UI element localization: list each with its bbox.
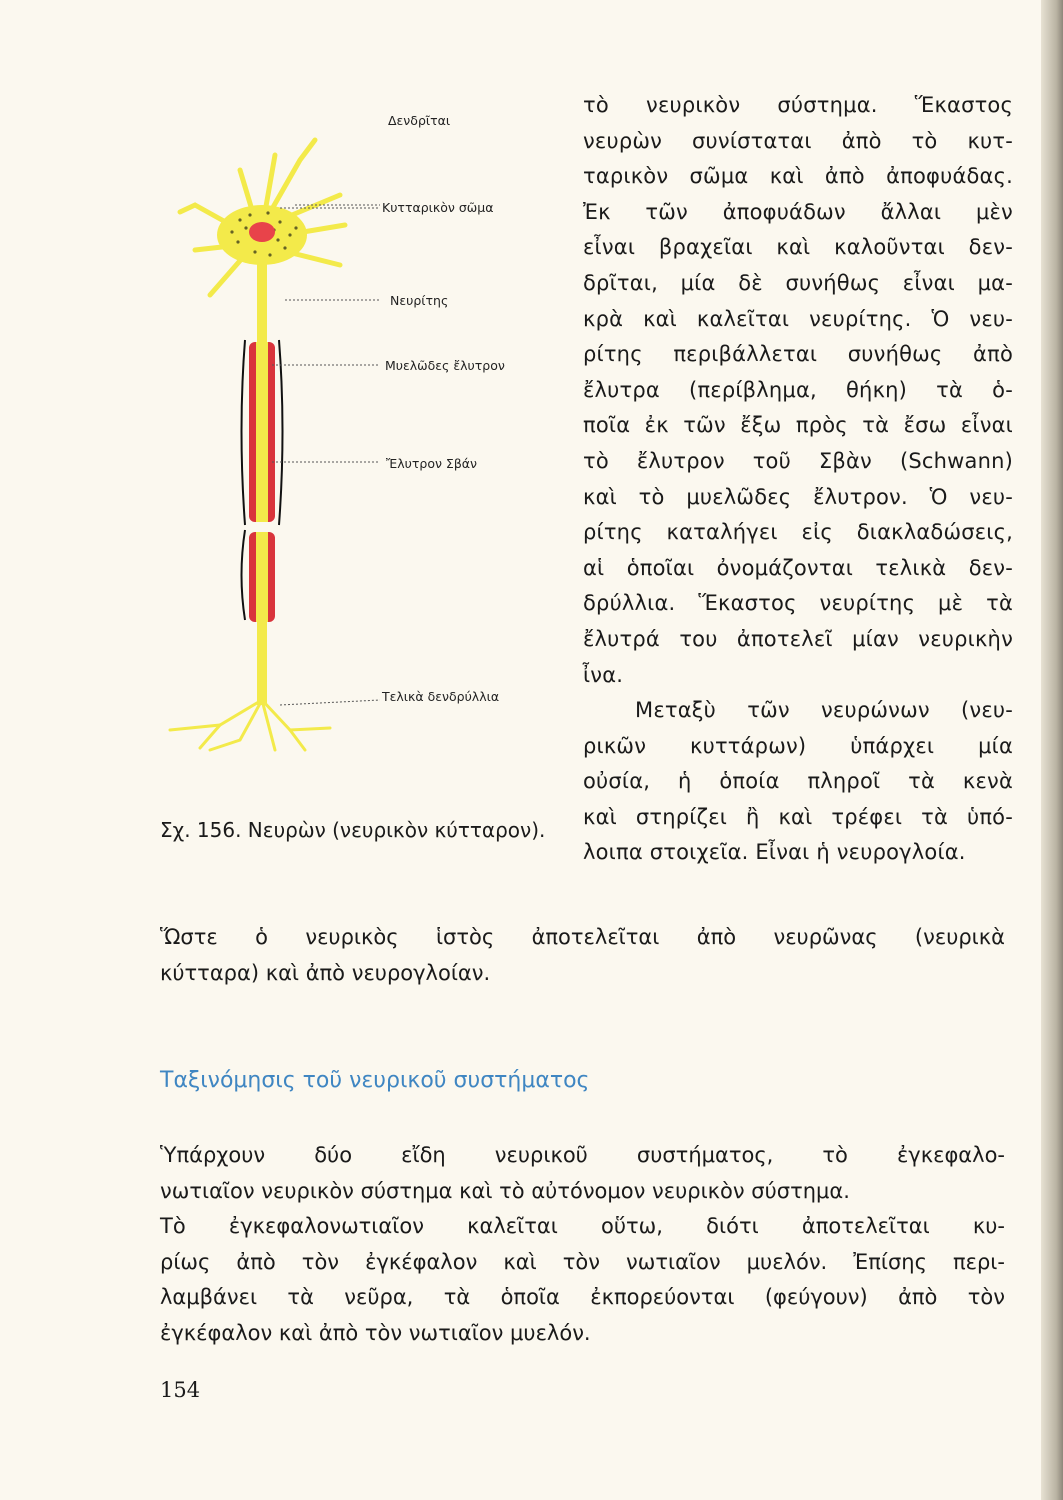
text-line: ποῖα ἐκ τῶν ἔξω πρὸς τὰ ἔσω εἶναι (583, 413, 1013, 438)
axon-hillock (257, 260, 267, 345)
text-line: ρίως ἀπὸ τὸν ἐγκέφαλον καὶ τὸν νωτιαῖον μυελόν. Ἐπίσης περι- (160, 1249, 1005, 1274)
label-schwann: Ἔλυτρον Σβάν (386, 456, 478, 471)
text-line: ρίτης περιβάλλεται συνήθως ἀπὸ (583, 342, 1013, 367)
label-neurite: Νευρίτης (390, 293, 449, 308)
text-line: Μεταξὺ τῶν νευρώνων (νευ- (635, 698, 1013, 723)
text-line: οὐσία, ἡ ὁποία πληροῖ τὰ κενὰ (583, 769, 1013, 794)
text-line: τὸ ἔλυτρον τοῦ Σβὰν (Schwann) (583, 448, 1013, 473)
label-terminals: Τελικὰ δενδρύλλια (382, 689, 500, 704)
leader-lines (272, 205, 380, 705)
text-line: κρὰ καὶ καλεῖται νευρίτης. Ὁ νευ- (583, 306, 1013, 331)
label-myelin: Μυελῶδες ἔλυτρον (385, 358, 505, 373)
right-column-text (583, 88, 1013, 871)
text-line: κύτταρα) καὶ ἀπὸ νευρογλοίαν. (160, 960, 491, 985)
section-paragraph-2 (160, 1209, 1005, 1351)
text-line: νευρὼν συνίσταται ἀπὸ τὸ κυτ- (583, 128, 1013, 153)
figure-caption: Σχ. 156. Νευρὼν (νευρικὸν κύτταρον). (160, 818, 546, 842)
section-heading: Ταξινόμησις τοῦ νευρικοῦ συστήματος (160, 1068, 590, 1093)
text-line: Ἐκ τῶν ἀποφυάδων ἄλλαι μὲν (583, 199, 1013, 224)
text-line: ἔλυτρα (περίβλημα, θήκη) τὰ ὁ- (583, 377, 1013, 402)
text-line: λαμβάνει τὰ νεῦρα, τὰ ὁποῖα ἐκπορεύονται (φεύγουν) ἀπὸ τὸν (160, 1285, 1005, 1310)
text-line: Τὸ ἐγκεφαλονωτιαῖον καλεῖται οὕτω, διότι ἀποτελεῖται κυ- (160, 1214, 1005, 1238)
text-line: καὶ τὸ μυελῶδες ἔλυτρον. Ὁ νευ- (583, 484, 1013, 509)
text-line: εἶναι βραχεῖαι καὶ καλοῦνται δεν- (583, 235, 1013, 260)
text-line: δρύλλια. Ἕκαστος νευρίτης μὲ τὰ (583, 591, 1013, 616)
text-line: λοιπα στοιχεῖα. Εἶναι ἡ νευρογλοία. (583, 840, 966, 865)
page-edge-shadow (1041, 0, 1063, 1500)
text-line: ταρικὸν σῶμα καὶ ἀπὸ ἀποφυάδας. (583, 164, 1013, 189)
text-line: ἐγκέφαλον καὶ ἀπὸ τὸν νωτιαῖον μυελόν. (160, 1320, 591, 1345)
text-line: τὸ νευρικὸν σύστημα. Ἕκαστος (583, 93, 1013, 117)
text-line: καὶ στηρίζει ἢ καὶ τρέφει τὰ ὑπό- (583, 804, 1013, 829)
text-line: ρικῶν κυττάρων) ὑπάρχει μία (583, 733, 1013, 758)
neuron-illustration (140, 100, 380, 780)
text-line: νωτιαῖον νευρικὸν σύστημα καὶ τὸ αὐτόνομον νευρικὸν σύστημα. (160, 1178, 850, 1203)
terminal-dendrites (170, 700, 330, 750)
text-line: ἶνα. (583, 662, 624, 687)
cell-body (217, 205, 307, 265)
label-dendrites: Δενδρῖται (388, 113, 451, 128)
nucleus (249, 222, 275, 242)
text-line: ρίτης καταλήγει εἰς διακλαδώσεις, (583, 520, 1013, 545)
page-number: 154 (160, 1378, 201, 1402)
myelin-sheath (242, 340, 283, 622)
text-line: αἱ ὁποῖαι ὀνομάζονται τελικὰ δεν- (583, 555, 1013, 580)
text-line: Ὑπάρχουν δύο εἴδη νευρικοῦ συστήματος, τὸ ἐγκεφαλο- (160, 1143, 1005, 1167)
text-line: Ὥστε ὁ νευρικὸς ἱστὸς ἀποτελεῖται ἀπὸ νευρῶνας (νευρικὰ (160, 925, 1005, 949)
label-cell-body: Κυτταρικὸν σῶμα (382, 200, 494, 215)
section-paragraph-1 (160, 1138, 1005, 1209)
summary-paragraph (160, 920, 1005, 991)
text-line: ἔλυτρά του ἀποτελεῖ μίαν νευρικὴν (583, 626, 1013, 651)
text-line: δρῖται, μία δὲ συνήθως εἶναι μα- (583, 270, 1013, 295)
